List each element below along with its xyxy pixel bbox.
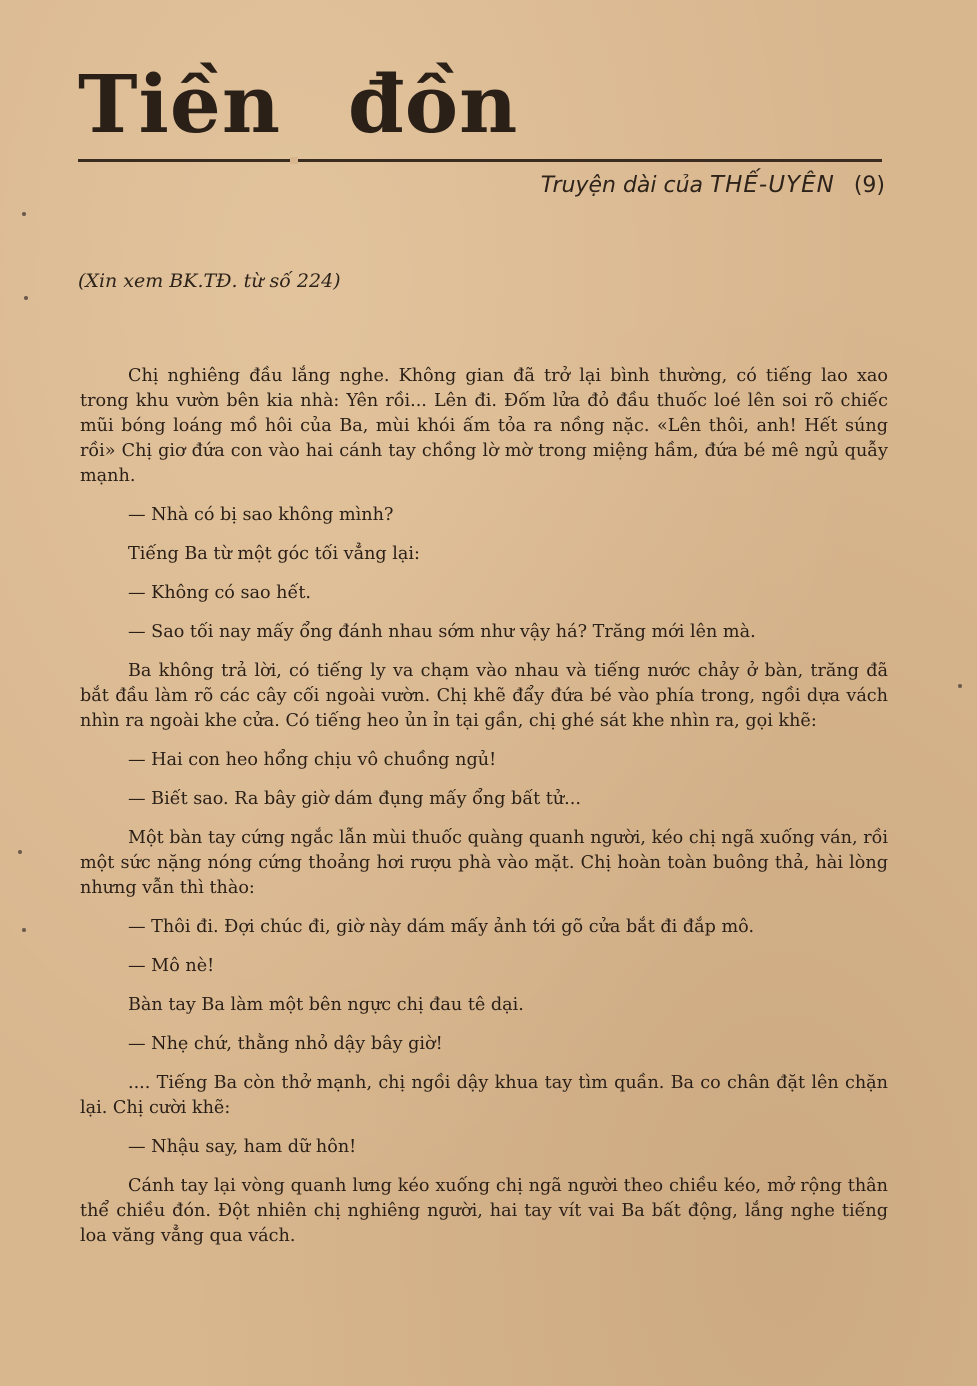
paragraph: — Hai con heo hổng chịu vô chuồng ngủ! [128,750,497,770]
story-body [80,364,888,1263]
paragraph: — Thôi đi. Đợi chúc đi, giờ này dám mấy ảnh tới gõ cửa bắt đi đắp mô. [128,917,755,937]
paper-speck [22,212,26,216]
paragraph: Ba không trả lời, có tiếng ly va chạm vào nhau và tiếng nước chảy ở bàn, trăng đã bắt đầu làm rõ các cây cối ngoài vườn. Chị khẽ đẩy đứa bé vào phía trong, ngồi dựa vách nhìn ra ngoài khe cửa. Có tiếng heo ủn ỉn tại gần, chị ghé sát khe nhìn ra, gọi khẽ: [80,661,888,731]
story-title: Tiền đồn [78,57,519,151]
paragraph: — Không có sao hết. [128,583,311,603]
previous-issue-reference: (Xin xem BK.TĐ. từ số 224) [78,270,341,292]
paragraph: — Nhậu say, ham dữ hôn! [128,1137,357,1157]
paper-speck [22,928,26,932]
paragraph: .... Tiếng Ba còn thở mạnh, chị ngồi dậy khua tay tìm quần. Ba co chân đặt lên chặn lại. Chị cười khẽ: [80,1073,888,1118]
paragraph: — Biết sao. Ra bây giờ dám đụng mấy ổng bất tử... [128,789,581,809]
title-rule-gap [290,157,298,164]
installment-number: (9) [853,173,885,198]
paragraph: — Nhẹ chứ, thằng nhỏ dậy bây giờ! [128,1034,443,1054]
paper-speck [24,296,28,300]
byline [541,172,885,198]
paragraph: — Mô nè! [128,956,215,976]
paragraph: — Nhà có bị sao không mình? [128,505,394,525]
paragraph: Một bàn tay cứng ngắc lẫn mùi thuốc quàng quanh người, kéo chị ngã xuống ván, rồi một sức nặng nóng cứng thoảng hơi rượu phà vào mặt. Chị hoàn toàn buông thả, hài lòng nhưng vẫn thì thào: [80,828,888,898]
paragraph: Cánh tay lại vòng quanh lưng kéo xuống chị ngã người theo chiều kéo, mở rộng thân thể chiều đón. Đột nhiên chị nghiêng người, hai tay vít vai Ba bất động, lắng nghe tiếng loa văng vẳng qua vách. [80,1176,888,1246]
paragraph: Bàn tay Ba làm một bên ngực chị đau tê dại. [128,995,524,1015]
paper-speck [18,850,22,854]
paragraph: Tiếng Ba từ một góc tối vẳng lại: [128,544,420,564]
byline-author: THẾ-UYÊN [710,172,835,198]
title-rule [78,159,882,162]
paper-speck [958,684,962,688]
paragraph: — Sao tối nay mấy ổng đánh nhau sớm như vậy há? Trăng mới lên mà. [128,622,756,642]
paragraph: Chị nghiêng đầu lắng nghe. Không gian đã trở lại bình thường, có tiếng lao xao trong khu vườn bên kia nhà: Yên rồi... Lên đi. Đốm lửa đỏ đầu thuốc loé lên soi rõ chiếc mũi bóng loáng mồ hôi của Ba, mùi khói ấm tỏa ra nồng nặc. «Lên thôi, anh! Hết súng rồi» Chị giơ đứa con vào hai cánh tay chồng lờ mờ trong miệng hầm, đứa bé mê ngủ quẫy mạnh. [80,366,888,486]
byline-prefix: Truyện dài của [540,173,704,198]
